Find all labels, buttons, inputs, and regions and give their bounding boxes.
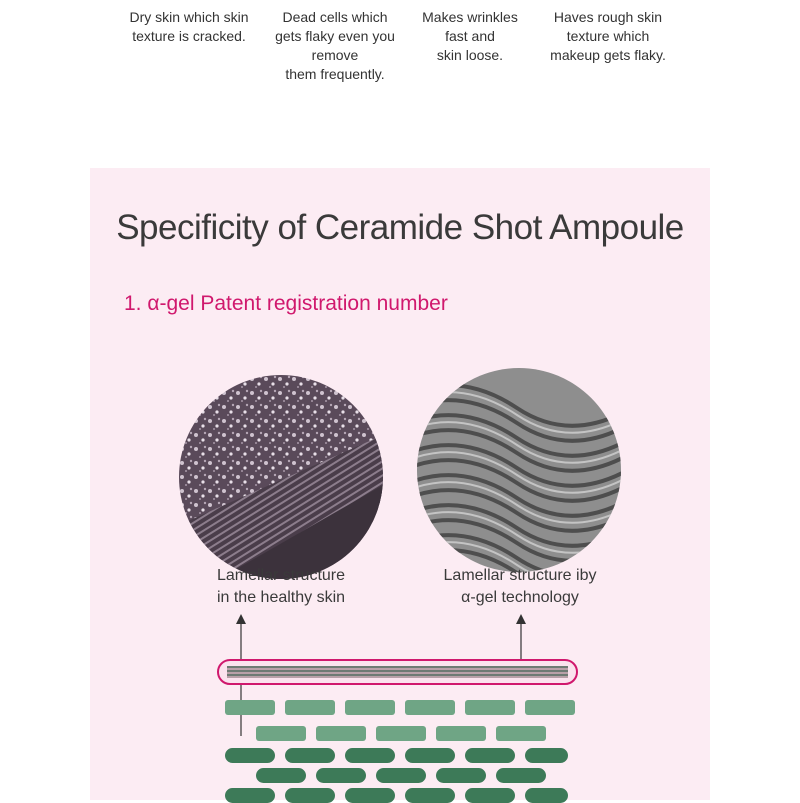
section-subtitle: 1. α-gel Patent registration number xyxy=(124,292,448,315)
skin-cell xyxy=(285,788,335,803)
caption-healthy-skin: Lamellar structure in the healthy skin xyxy=(216,567,346,606)
skin-cell xyxy=(316,768,366,783)
skin-cell xyxy=(376,726,426,741)
skin-cell xyxy=(496,726,546,741)
skin-cell xyxy=(345,700,395,715)
specificity-panel xyxy=(90,168,710,800)
skin-cell xyxy=(525,700,575,715)
skin-cell xyxy=(225,700,275,715)
skin-cell xyxy=(225,788,275,803)
agel-image xyxy=(417,368,621,572)
skin-cell xyxy=(345,748,395,763)
skin-cell xyxy=(256,726,306,741)
caption-agel: Lamellar structure iby α-gel technology xyxy=(443,567,597,606)
problem-wrinkles: Makes wrinkles fast and skin loose. xyxy=(422,9,518,63)
lamellar-film-bar xyxy=(217,659,578,685)
skin-cell xyxy=(345,788,395,803)
healthy-skin-micrograph xyxy=(179,375,383,579)
skin-cell xyxy=(285,700,335,715)
skin-cell xyxy=(525,788,568,803)
skin-cell xyxy=(436,726,486,741)
agel-micrograph xyxy=(417,368,621,572)
skin-cell xyxy=(285,748,335,763)
section-title: Specificity of Ceramide Shot Ampoule xyxy=(116,208,684,247)
skin-cell xyxy=(465,700,515,715)
problem-dead-cells: Dead cells which gets flaky even you remove them frequently. xyxy=(275,9,395,82)
skin-cell xyxy=(405,748,455,763)
healthy-skin-image xyxy=(179,375,383,579)
skin-cell xyxy=(256,768,306,783)
skin-cell xyxy=(225,748,275,763)
lamellar-layers xyxy=(227,666,568,678)
skin-cell xyxy=(316,726,366,741)
skin-cell xyxy=(436,768,486,783)
skin-cell xyxy=(465,788,515,803)
skin-cell xyxy=(376,768,426,783)
skin-cell xyxy=(405,700,455,715)
problem-rough-texture: Haves rough skin texture which makeup gets flaky. xyxy=(550,9,666,63)
skin-cell xyxy=(525,748,568,763)
problem-dry-skin: Dry skin which skin texture is cracked. xyxy=(129,9,249,44)
skin-cell xyxy=(405,788,455,803)
skin-cell xyxy=(496,768,546,783)
skin-problems-row xyxy=(0,8,800,98)
skin-cell xyxy=(465,748,515,763)
